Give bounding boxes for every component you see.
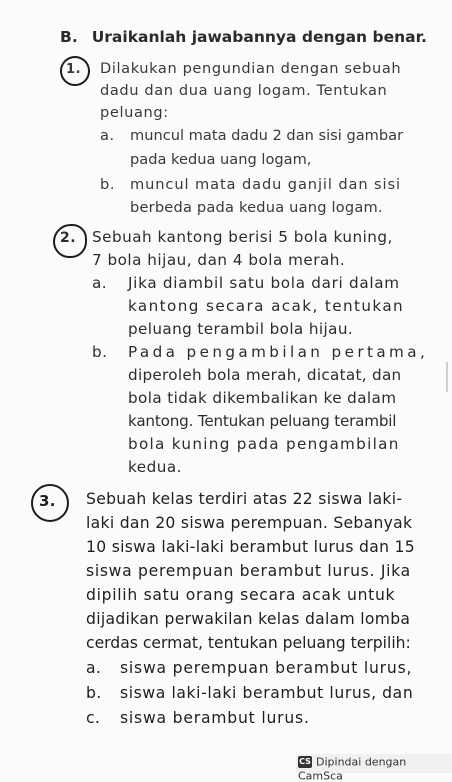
item-text-line: kantong secara acak, tentukan	[128, 297, 404, 315]
camscanner-icon: CS	[298, 756, 312, 768]
section-heading	[60, 28, 427, 46]
item-marker: b.	[86, 684, 101, 702]
question-text-line: peluang:	[100, 104, 169, 121]
item-text-line: peluang terambil bola hijau.	[128, 320, 353, 338]
item-text-line: muncul mata dadu ganjil dan sisi	[130, 176, 401, 193]
item-text-line: diperoleh bola merah, dicatat, dan	[128, 366, 401, 384]
item-text-line: pada kedua uang logam,	[130, 151, 311, 168]
question-text-line: Sebuah kelas terdiri atas 22 siswa laki-	[86, 490, 402, 508]
item-text-line: berbeda pada kedua uang logam.	[130, 199, 383, 216]
item-text-line: kedua.	[128, 458, 182, 476]
question-text-line: cerdas cermat, tentukan peluang terpilih:	[86, 634, 411, 652]
page-edge-mark	[446, 362, 448, 392]
question-text-line: 10 siswa laki-laki berambut lurus dan 15	[86, 538, 415, 556]
item-text-line: bola kuning pada pengambilan	[128, 435, 400, 453]
item-marker: c.	[86, 709, 100, 727]
item-text-line: Jika diambil satu bola dari dalam	[128, 274, 400, 292]
question-text-line: siswa perempuan berambut lurus. Jika	[86, 562, 411, 580]
watermark-text: Dipindai dengan CamSca	[298, 756, 406, 782]
item-marker: b.	[92, 343, 107, 361]
question-text-line: 7 bola hijau, dan 4 bola merah.	[92, 251, 345, 269]
question-text-line: dipilih satu orang secara acak untuk	[86, 586, 395, 604]
question-number: 3.	[39, 492, 56, 510]
question-text-line: dijadikan perwakilan kelas dalam lomba	[86, 610, 410, 628]
question-text-line: Dilakukan pengundian dengan sebuah	[100, 60, 401, 77]
item-text-line: siswa perempuan berambut lurus,	[120, 659, 412, 677]
item-text-line: siswa laki-laki berambut lurus, dan	[120, 684, 413, 702]
item-marker: b.	[100, 176, 115, 193]
item-marker: a.	[92, 274, 107, 292]
item-text-line: Pada pengambilan pertama,	[128, 343, 428, 361]
item-text-line: kantong. Tentukan peluang terambil	[128, 412, 396, 430]
question-text-line: Sebuah kantong berisi 5 bola kuning,	[92, 228, 393, 246]
question-text-line: laki dan 20 siswa perempuan. Sebanyak	[86, 514, 412, 532]
question-text-line: dadu dan dua uang logam. Tentukan	[100, 82, 387, 99]
section-title: Uraikanlah jawabannya dengan benar.	[92, 28, 427, 46]
item-marker: a.	[100, 127, 115, 144]
item-text-line: siswa berambut lurus.	[120, 709, 310, 727]
question-number: 2.	[60, 230, 76, 246]
scanner-watermark	[296, 754, 452, 773]
item-marker: a.	[86, 659, 101, 677]
item-text-line: bola tidak dikembalikan ke dalam	[128, 389, 396, 407]
item-text-line: muncul mata dadu 2 dan sisi gambar	[130, 127, 403, 144]
section-letter: B.	[60, 28, 78, 46]
question-number: 1.	[66, 62, 81, 77]
